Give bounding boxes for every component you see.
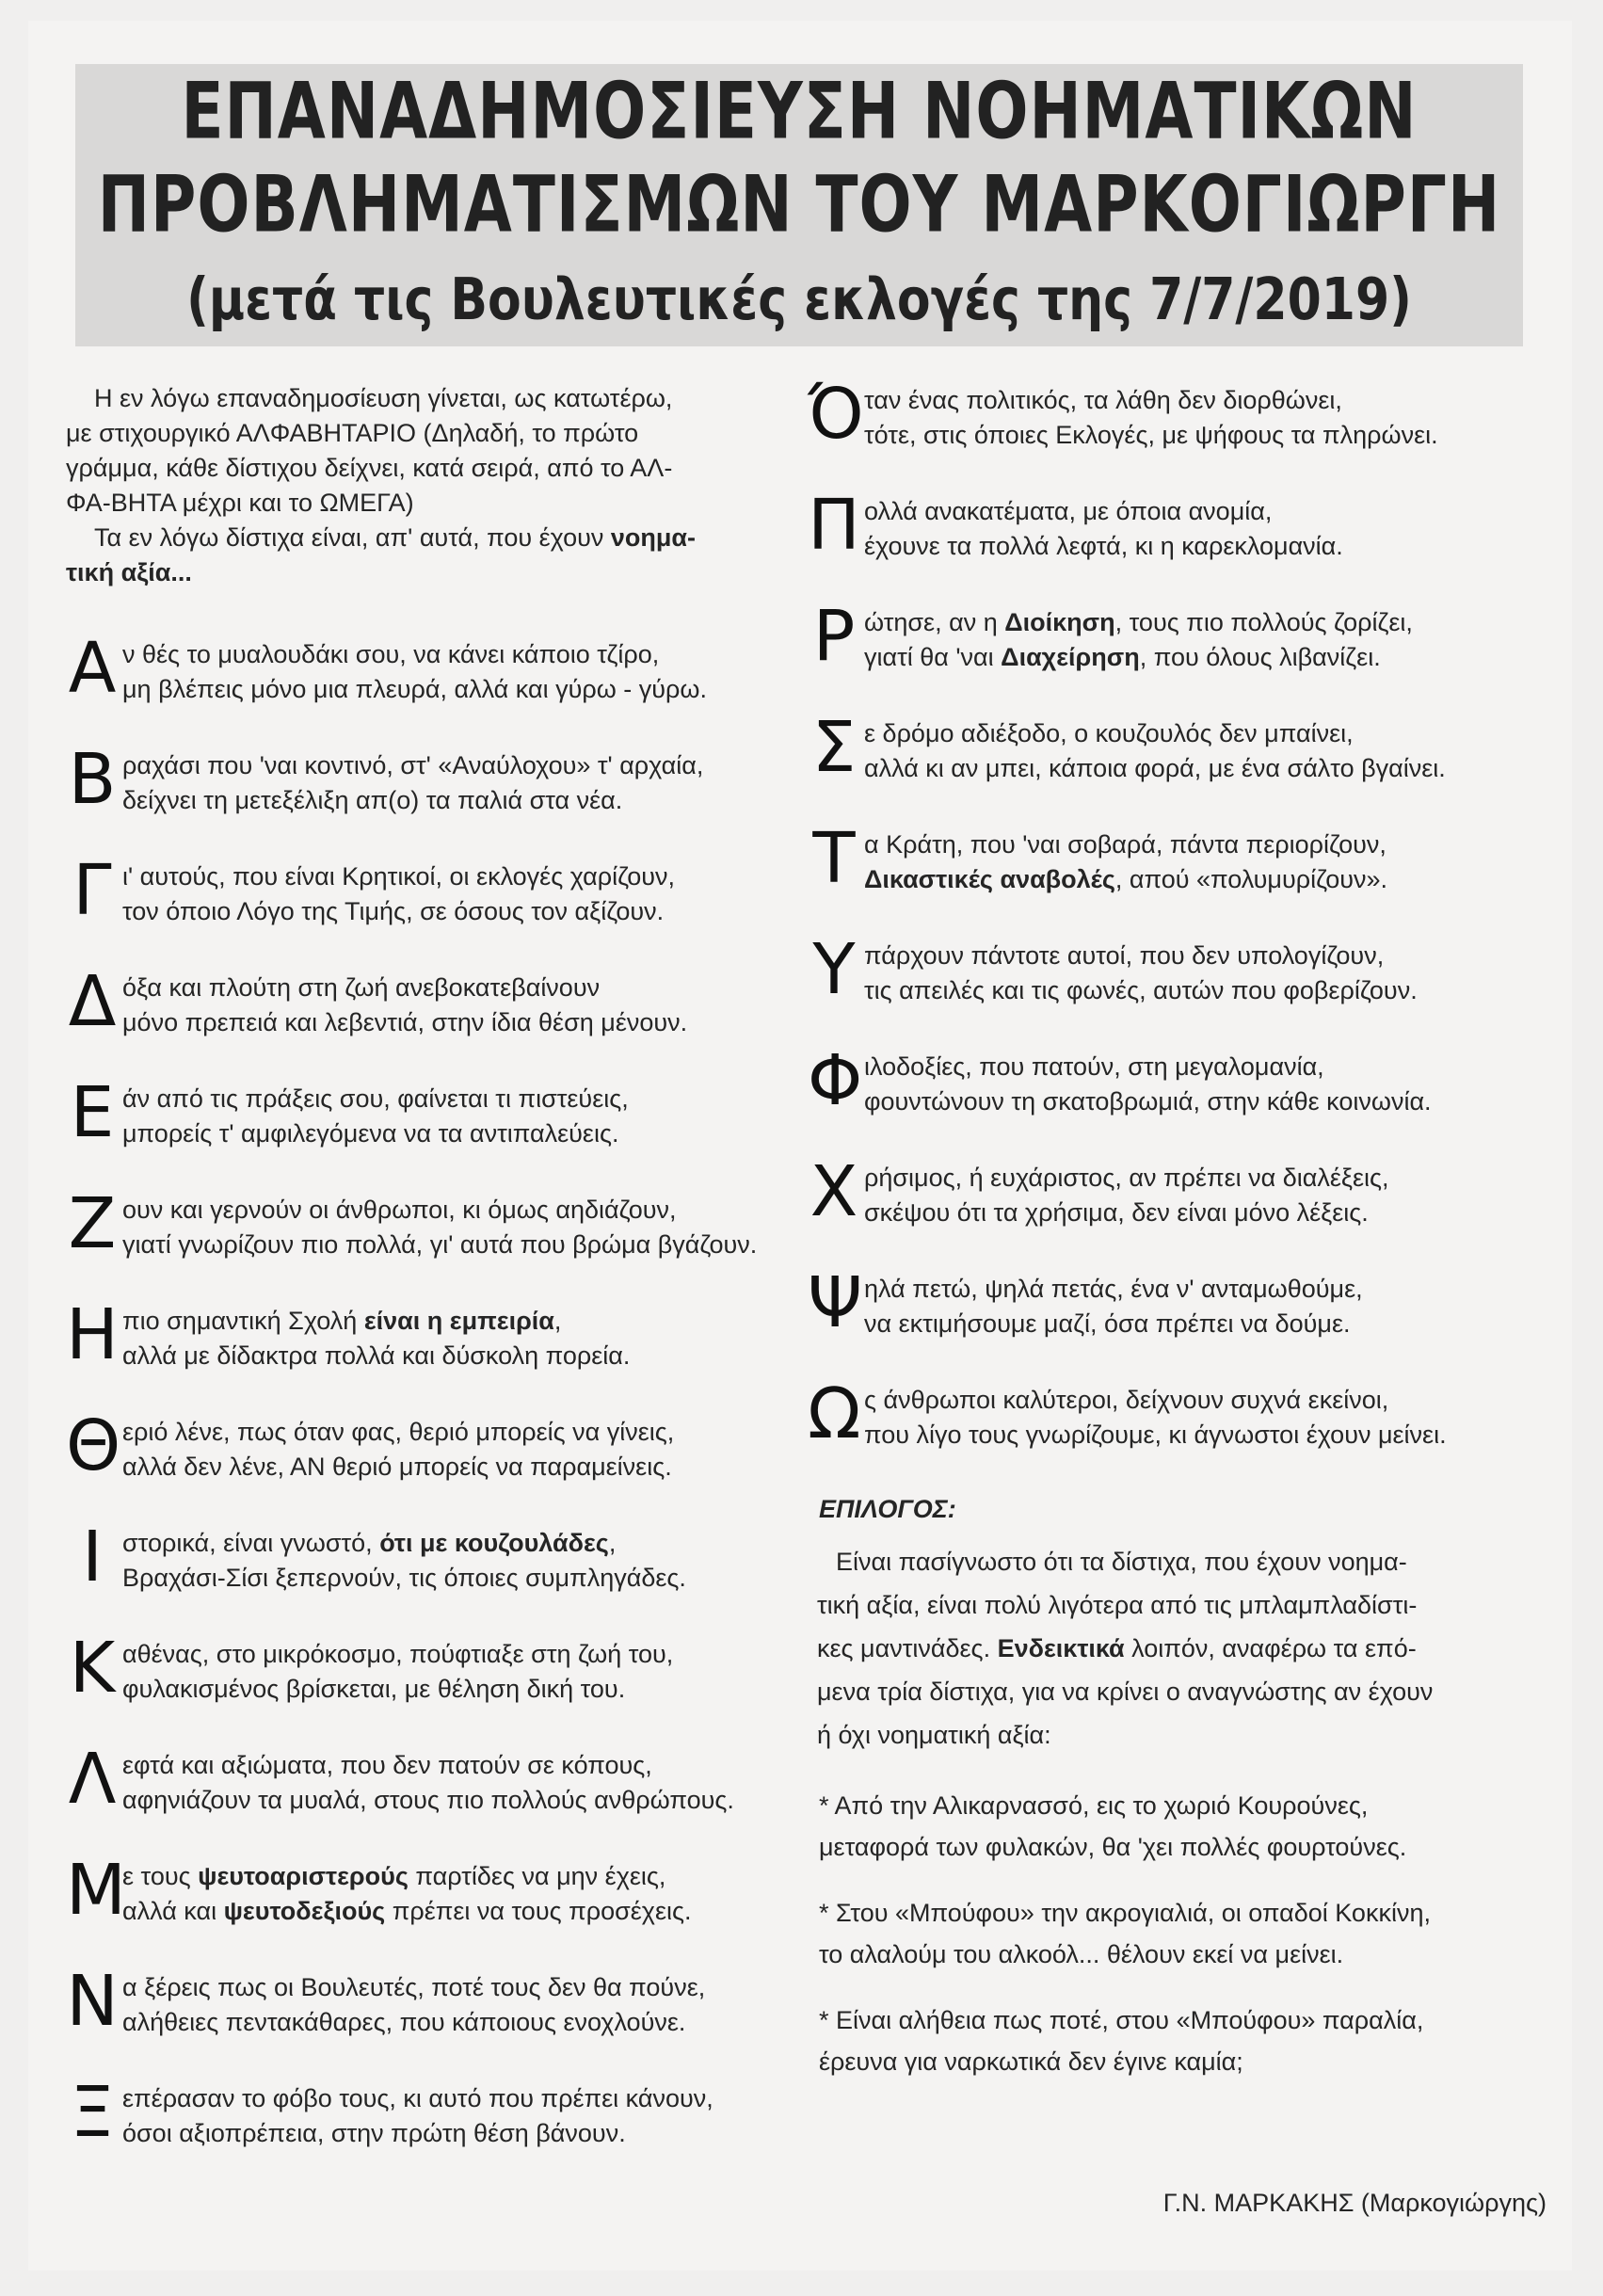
couplet-nu: Ν α ξέρεις πως οι Βουλευτές, ποτέ τους δεν θα πούνε, αλήθειες πεντακάθαρες, που κάποιους ενοχλούνε. bbox=[66, 1961, 706, 2042]
couplet-xi: Ξ επέρασαν το φόβο τους, κι αυτό που πρέπει κάνουν, όσοι αξιοπρέπεια, στην πρώτη θέση βάνουν. bbox=[66, 2079, 791, 2151]
couplet-beta: Β ραχάσι που 'ναι κοντινό, στ' «Αναύλοχου» τ' αρχαία, δείχνει τη μετεξέλιξη απ(ο) τα παλιά στα νέα. bbox=[66, 747, 791, 818]
couplet-lambda: Λ εφτά και αξιώματα, που δεν πατούν σε κόπους, αφηνιάζουν τα μυαλά, στους πιο πολλούς ανθρώπους. bbox=[66, 1746, 791, 1818]
couplet-theta: Θ εριό λένε, πως όταν φας, θεριό μπορείς να γίνεις, αλλά δεν λένε, ΑΝ θεριό μπορείς να παραμείνεις. bbox=[66, 1405, 675, 1486]
initial-letter: Ν bbox=[66, 1961, 119, 2042]
couplet-kappa: Κ αθένας, στο μικρόκοσμο, πούφτιαξε στη ζωή του, φυλακισμένος βρίσκεται, με θέληση δική του. bbox=[66, 1635, 791, 1707]
initial-letter: Φ bbox=[808, 1040, 863, 1121]
initial-letter: Ω bbox=[808, 1373, 861, 1454]
initial-letter: Α bbox=[68, 628, 117, 709]
initial-letter: Κ bbox=[69, 1628, 116, 1709]
couplet-alpha: Α ν θές το μυαλουδάκι σου, να κάνει κάποιο τζίρο, μη βλέπεις μόνο μια πλευρά, αλλά και γύρω - γύρω. bbox=[66, 635, 791, 707]
initial-letter: Τ bbox=[812, 818, 856, 899]
example-couplets bbox=[808, 1785, 1542, 2082]
initial-letter: Θ bbox=[66, 1405, 121, 1486]
couplet-epsilon: Ε άν από τις πράξεις σου, φαίνεται τι πιστεύεις, μπορείς τ' αμφιλεγόμενα να τα αντιπαλεύεις. bbox=[66, 1080, 791, 1151]
intro-paragraph-2: Τα εν λόγω δίστιχα είναι, απ' αυτά, που έχουν νοημα- τική αξία... bbox=[66, 523, 697, 586]
couplet-pi: Π ολλά ανακατέματα, με όποια ανομία, έχουνε τα πολλά λεφτά, κι η καρεκλομανία. bbox=[808, 485, 1343, 566]
couplet-zeta: Ζ ουν και γερνούν οι άνθρωποι, κι όμως αηδιάζουν, γιατί γνωρίζουν πιο πολλά, γι' αυτά που βρώμα βγάζουν. bbox=[66, 1191, 791, 1262]
initial-letter: Σ bbox=[811, 707, 857, 788]
epilogue-paragraph: Είναι πασίγνωστο ότι τα δίστιχα, που έχουν νοημα- τική αξία, είναι πολύ λιγότερα από τις μπλαμπλαδίστι- κες μαντινάδες. Ενδεικτικά λοιπόν, αναφέρω τα επό- μενα τρία δίστιχα, για να κρίνει ο αναγνώστης αν έχουν ή όχι νοηματική αξία: bbox=[817, 1548, 1434, 1749]
couplet-chi: Χ ρήσιμος, ή ευχάριστος, αν πρέπει να διαλέξεις, σκέψου ότι τα χρήσιμα, δεν είναι μόνο λέξεις. bbox=[808, 1159, 1542, 1230]
couplet-tau: Τ α Κράτη, που 'ναι σοβαρά, πάντα περιορίζουν, Δικαστικές αναβολές, απού «πολυμυρίζουν». bbox=[808, 826, 1542, 897]
couplet-psi: Ψ ηλά πετώ, ψηλά πετάς, ένα ν' ανταμωθούμε, να εκτιμήσουμε μαζί, όσα πρέπει να δούμε. bbox=[808, 1262, 1363, 1343]
couplet-mu: Μ ε τους ψευτοαριστερούς παρτίδες να μην έχεις, αλλά και ψευτοδεξιούς πρέπει να τους προσέχεις. bbox=[66, 1850, 692, 1931]
author-signature: Γ.Ν. ΜΑΡΚΑΚΗΣ (Μαρκογιώργης) bbox=[1162, 2189, 1547, 2217]
couplet-upsilon: Υ πάρχουν πάντοτε αυτοί, που δεν υπολογίζουν, τις απειλές και τις φωνές, αυτών που φοβερίζουν. bbox=[808, 937, 1542, 1008]
couplet-delta: Δ όξα και πλούτη στη ζωή ανεβοκατεβαίνουν μόνο πρεπειά και λεβεντιά, στην ίδια θέση μένουν. bbox=[66, 969, 791, 1040]
initial-letter: Υ bbox=[812, 929, 856, 1010]
initial-letter: Λ bbox=[68, 1739, 117, 1820]
title-line-2: ΠΡΟΒΛΗΜΑΤΙΣΜΩΝ ΤΟΥ ΜΑΡΚΟΓΙΩΡΓΗ bbox=[97, 159, 1501, 250]
initial-letter: Δ bbox=[68, 961, 117, 1042]
example-couplet: * Από την Αλικαρνασσό, εις το χωριό Κουρούνες, μεταφορά των φυλακών, θα 'χει πολλές φουρτούνες. bbox=[819, 1791, 1407, 1861]
initial-letter: Ό bbox=[808, 374, 865, 455]
couplet-omicron: Ό ταν ένας πολιτικός, τα λάθη δεν διορθώνει, τότε, στις όποιες Εκλογές, με ψήφους τα πληρώνει. bbox=[808, 374, 1438, 455]
initial-letter: Π bbox=[808, 485, 860, 566]
couplet-sigma: Σ ε δρόμο αδιέξοδο, ο κουζουλός δεν μπαίνει, αλλά κι αν μπει, κάποια φορά, με ένα σάλτο βγαίνει. bbox=[808, 714, 1542, 786]
initial-letter: Ξ bbox=[70, 2072, 115, 2153]
subtitle: (μετά τις Βουλευτικές εκλογές της 7/7/2019) bbox=[186, 266, 1412, 334]
initial-letter: Μ bbox=[66, 1850, 126, 1931]
initial-letter: Γ bbox=[72, 850, 112, 931]
couplet-gamma: Γ ι' αυτούς, που είναι Κρητικοί, οι εκλογές χαρίζουν, τον όποιο Λόγο της Τιμής, σε όσους τον αξίζουν. bbox=[66, 858, 791, 929]
initial-letter: Ι bbox=[82, 1517, 103, 1598]
title-banner bbox=[75, 64, 1523, 346]
initial-letter: Χ bbox=[810, 1151, 858, 1232]
title-line-1: ΕΠΑΝΑΔΗΜΟΣΙΕΥΣΗ ΝΟΗΜΑΤΙΚΩΝ bbox=[181, 66, 1418, 157]
epilogue-heading: ΕΠΙΛΟΓΟΣ: bbox=[819, 1495, 956, 1523]
left-column bbox=[66, 381, 791, 2191]
example-couplet: * Είναι αλήθεια πως ποτέ, στου «Μπούφου» παραλία, έρευνα για ναρκωτικά δεν έγινε καμία; bbox=[819, 2006, 1424, 2076]
intro bbox=[66, 381, 791, 590]
couplet-iota: Ι στορικά, είναι γνωστό, ότι με κουζουλάδες, Βραχάσι-Σίσι ξεπερνούν, τις όποιες συμπληγάδες. bbox=[66, 1524, 791, 1596]
initial-letter: Ε bbox=[70, 1072, 115, 1153]
initial-letter: Ρ bbox=[812, 596, 856, 677]
couplet-omega: Ω ς άνθρωποι καλύτεροι, δείχνουν συχνά εκείνοι, που λίγο τους γνωρίζουμε, κι άγνωστοι έχουν μείνει. bbox=[808, 1373, 1447, 1454]
example-couplet: * Στου «Μπούφου» την ακρογιαλιά, οι οπαδοί Κοκκίνη, το αλαλούμ του αλκοόλ... θέλουν εκεί να μείνει. bbox=[819, 1899, 1431, 1968]
couplet-eta: Η πιο σημαντική Σχολή είναι η εμπειρία, αλλά με δίδακτρα πολλά και δύσκολη πορεία. bbox=[66, 1294, 631, 1375]
right-column bbox=[808, 374, 1542, 2107]
intro-paragraph-1: Η εν λόγω επαναδημοσίευση γίνεται, ως κατωτέρω, με στιχουργικό ΑΛΦΑΒΗΤΑΡΙΟ (Δηλαδή, το πρώτο γράμμα, κάθε δίστιχου δείχνει, κατά σειρά, από το ΑΛ- ΦΑ-ΒΗΤΑ μέχρι και το ΩΜΕΓΑ) bbox=[66, 384, 673, 517]
initial-letter: Ψ bbox=[808, 1262, 863, 1343]
initial-letter: Η bbox=[66, 1294, 119, 1375]
couplet-rho: Ρ ώτησε, αν η Διοίκηση, τους πιο πολλούς ζορίζει, γιατί θα 'ναι Διαχείρηση, που όλους λιβανίζει. bbox=[808, 603, 1542, 675]
initial-letter: Β bbox=[68, 739, 117, 820]
initial-letter: Ζ bbox=[68, 1183, 117, 1264]
couplet-phi: Φ ιλοδοξίες, που πατούν, στη μεγαλομανία, φουντώνουν τη σκατοβρωμιά, στην κάθε κοινωνία. bbox=[808, 1040, 1432, 1121]
